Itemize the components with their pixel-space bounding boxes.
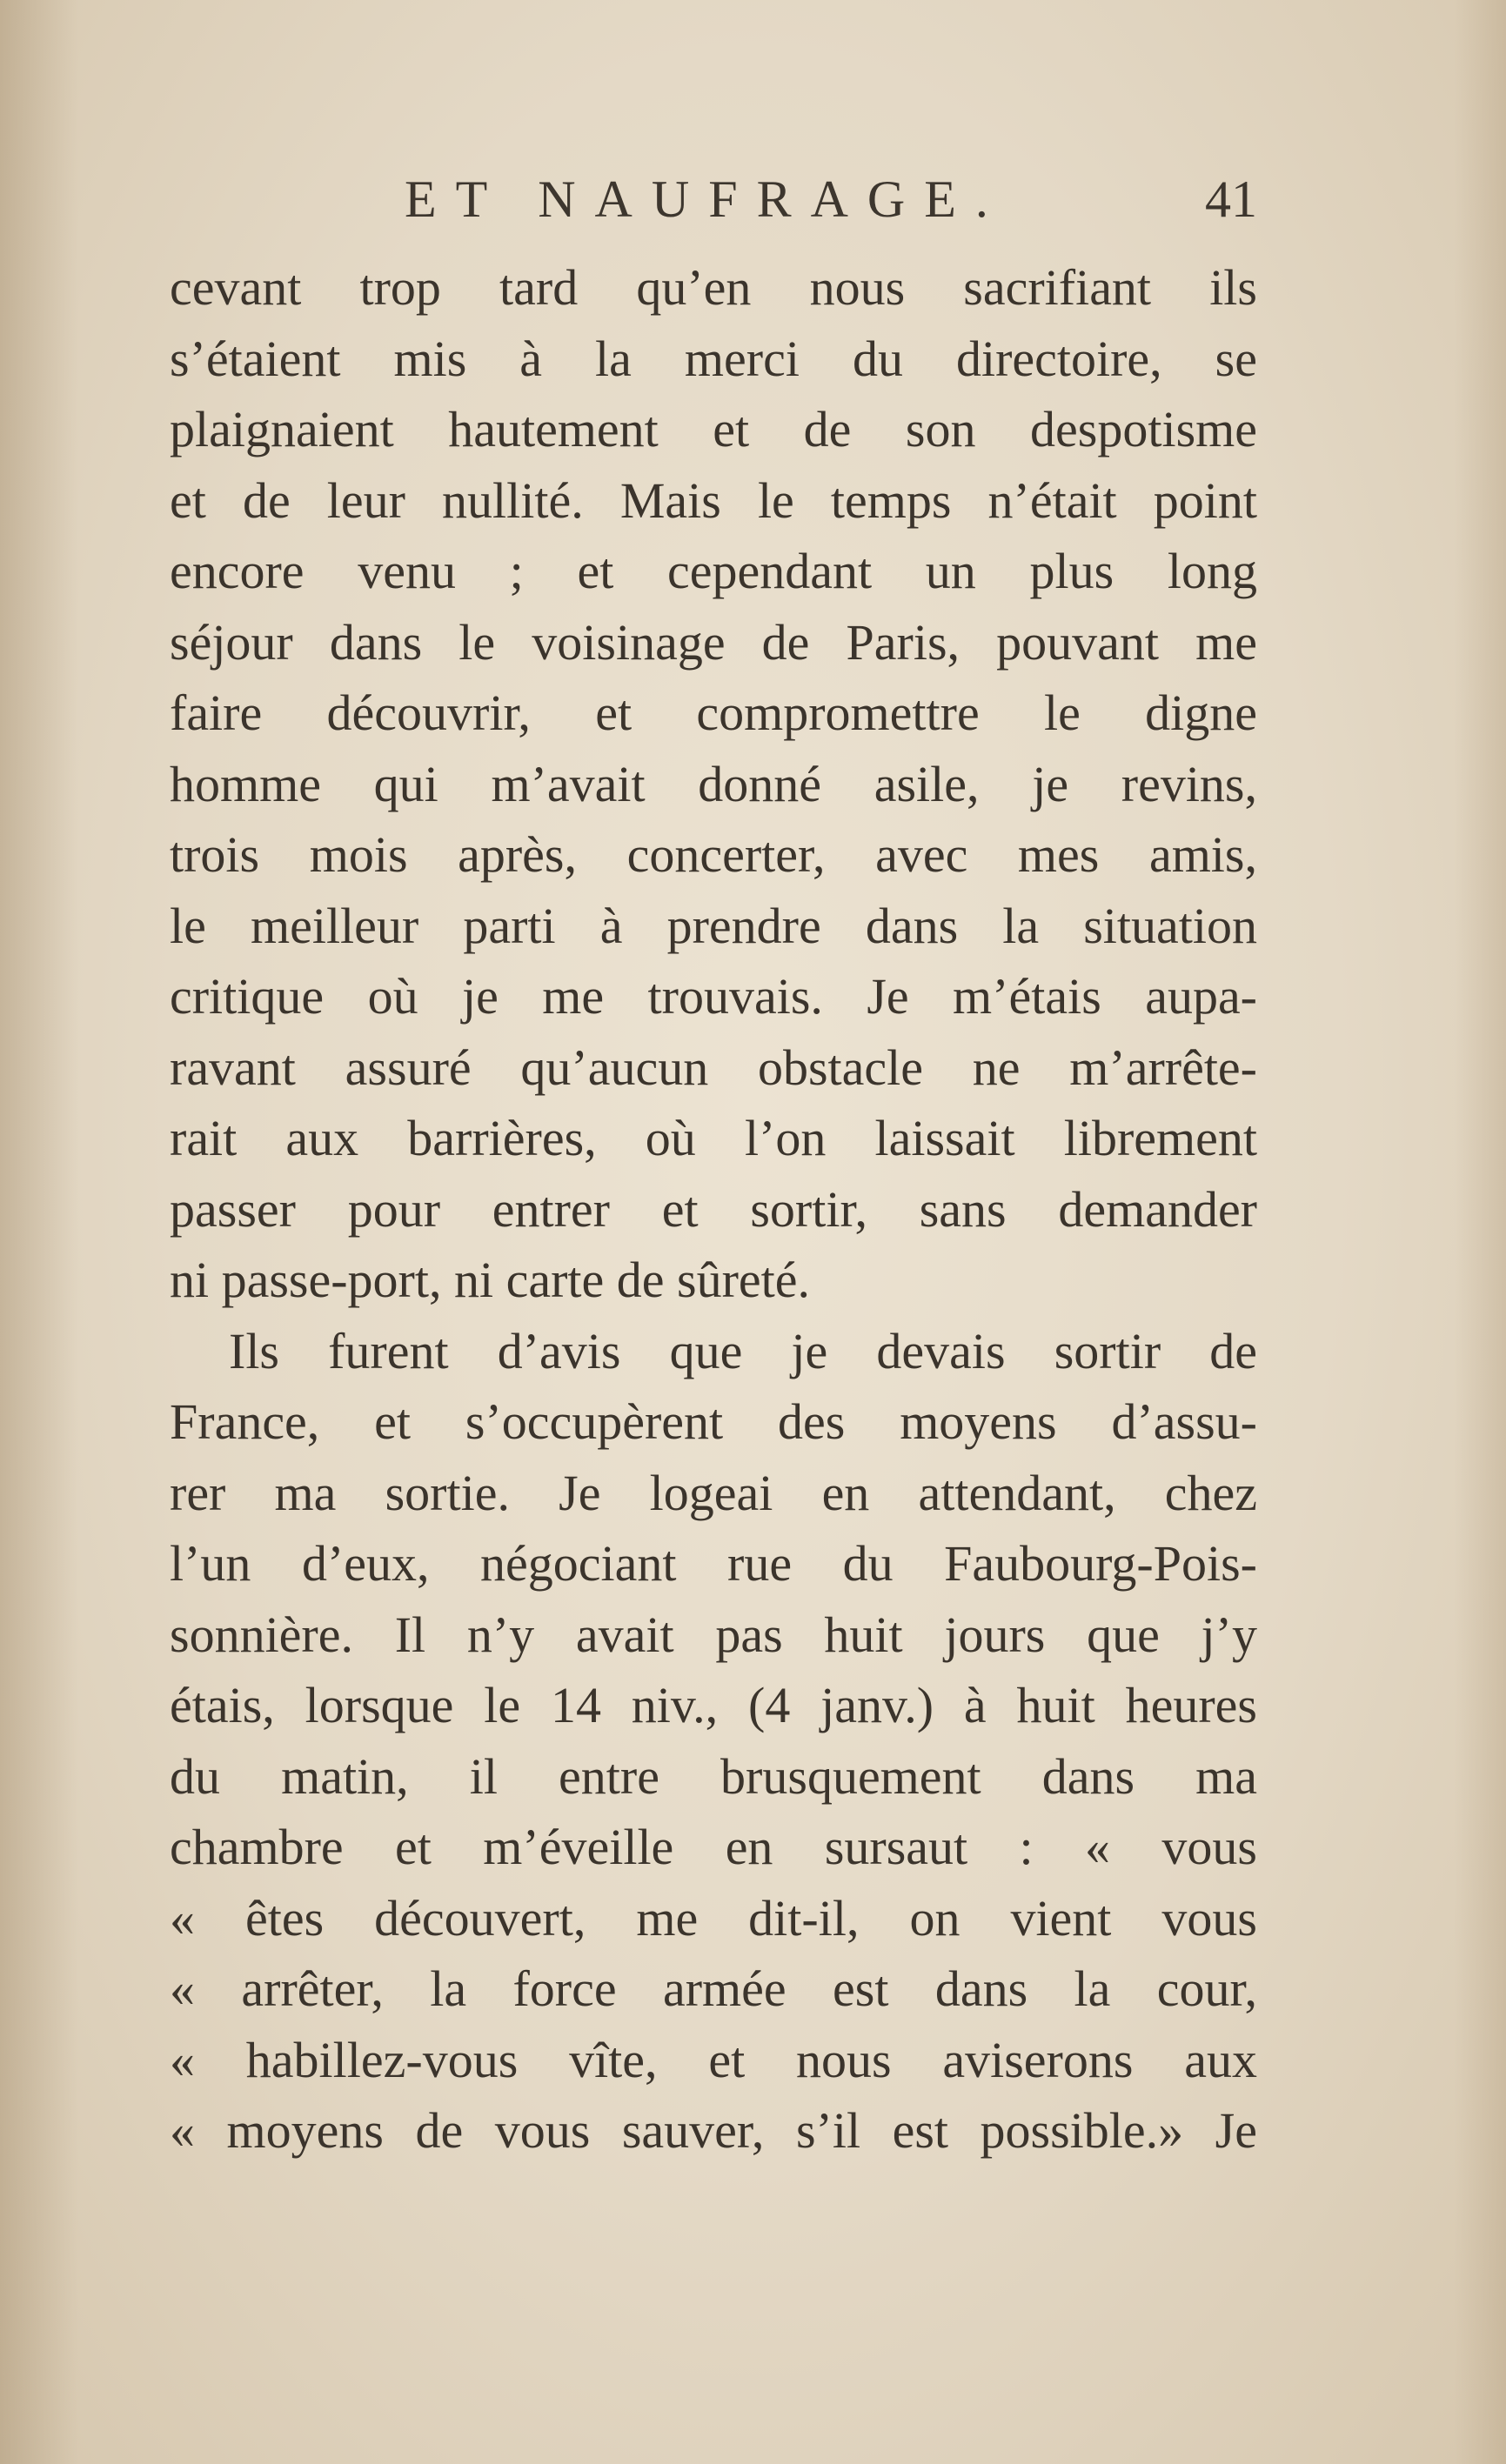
text-line: rer ma sortie. Je logeai en attendant, chez [170,1464,1257,1521]
paragraph-2 [170,1316,1257,2167]
page-number: 41 [1205,170,1257,228]
running-title: ET NAUFRAGE. [405,170,1007,228]
text-line: plaignaient hautement et de son despotisme [170,401,1257,457]
text-line: « moyens de vous sauver, s’il est possible.» Je [170,2102,1257,2159]
text-line: « arrêter, la force armée est dans la cour, [170,1960,1257,2017]
text-line: « habillez-vous vîte, et nous aviserons aux [170,2031,1257,2088]
paragraph-1 [170,252,1257,1316]
text-line: « êtes découvert, me dit-il, on vient vous [170,1889,1257,1946]
text-line: Ils furent d’avis que je devais sortir de [229,1322,1257,1379]
text-line: le meilleur parti à prendre dans la situation [170,897,1257,954]
text-line: ravant assuré qu’aucun obstacle ne m’arrête- [170,1038,1257,1096]
body-text [170,252,1257,2167]
text-line: l’un d’eux, négociant rue du Faubourg-Pois- [170,1535,1257,1592]
text-line: et de leur nullité. Mais le temps n’était point [170,471,1257,529]
text-line: séjour dans le voisinage de Paris, pouvant me [170,613,1257,671]
text-line: faire découvrir, et compromettre le digne [170,684,1257,741]
text-line: du matin, il entre brusquement dans ma [170,1747,1257,1805]
text-line: rait aux barrières, où l’on laissait librement [170,1110,1257,1166]
text-line: critique où je me trouvais. Je m’étais aupa- [170,968,1257,1025]
text-line: encore venu ; et cependant un plus long [170,543,1257,599]
text-line: sonnière. Il n’y avait pas huit jours que j’y [170,1606,1257,1663]
text-line: homme qui m’avait donné asile, je revins, [170,755,1257,812]
text-line: ni passe-port, ni carte de sûreté. [170,1252,810,1308]
text-line: étais, lorsque le 14 niv., (4 janv.) à huit heures [170,1677,1257,1733]
text-line: chambre et m’éveille en sursaut : « vous [170,1819,1257,1875]
text-line: trois mois après, concerter, avec mes amis, [170,826,1257,883]
text-line: passer pour entrer et sortir, sans demander [170,1180,1257,1238]
text-line: s’étaient mis à la merci du directoire, se [170,330,1257,387]
page-header [170,170,1257,239]
text-line: cevant trop tard qu’en nous sacrifiant ils [170,259,1257,316]
text-line: France, et s’occupèrent des moyens d’assu- [170,1393,1257,1450]
